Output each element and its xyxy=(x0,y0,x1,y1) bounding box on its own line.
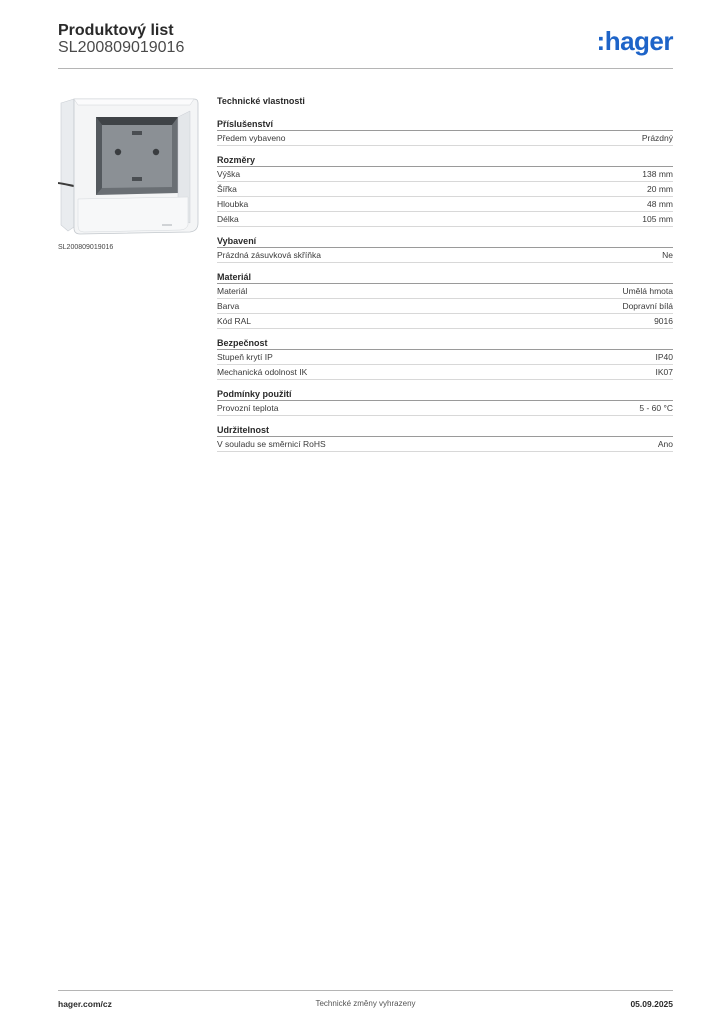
specs-title: Technické vlastnosti xyxy=(217,96,305,106)
spec-row xyxy=(217,314,673,329)
page-footer xyxy=(58,990,673,1012)
spec-label: Mechanická odolnost IK xyxy=(217,367,308,377)
spec-label: Délka xyxy=(217,214,239,224)
footer-website-link[interactable]: hager.com/cz xyxy=(58,999,112,1009)
spec-row xyxy=(217,197,673,212)
spec-value: IP40 xyxy=(655,352,673,362)
technical-specs xyxy=(217,96,673,461)
spec-value: 5 - 60 °C xyxy=(639,403,673,413)
spec-row xyxy=(217,167,673,182)
spec-row xyxy=(217,299,673,314)
group-heading: Rozměry xyxy=(217,155,673,167)
spec-label: Kód RAL xyxy=(217,316,252,326)
group-heading: Příslušenství xyxy=(217,119,673,131)
product-image xyxy=(58,95,201,238)
spec-row xyxy=(217,284,673,299)
spec-group-accessories xyxy=(217,119,673,146)
spec-label: Barva xyxy=(217,301,240,311)
spec-value: 138 mm xyxy=(642,169,673,179)
spec-group-material xyxy=(217,272,673,329)
spec-label: Hloubka xyxy=(217,199,249,209)
spec-row xyxy=(217,401,673,416)
footer-date: 05.09.2025 xyxy=(630,999,673,1009)
spec-label: Předem vybaveno xyxy=(217,133,286,143)
spec-label: Provozní teplota xyxy=(217,403,279,413)
spec-row xyxy=(217,365,673,380)
spec-group-safety xyxy=(217,338,673,380)
page-title: Produktový list xyxy=(58,22,174,39)
spec-row xyxy=(217,212,673,227)
product-code: SL200809019016 xyxy=(58,39,185,56)
spec-value: 9016 xyxy=(654,316,673,326)
spec-label: Výška xyxy=(217,169,241,179)
spec-value: Ano xyxy=(657,439,673,449)
image-caption: SL200809019016 xyxy=(58,244,114,251)
spec-row xyxy=(217,131,673,146)
spec-group-sustainability xyxy=(217,425,673,452)
spec-label: V souladu se směrnicí RoHS xyxy=(217,439,326,449)
spec-row xyxy=(217,182,673,197)
spec-label: Stupeň krytí IP xyxy=(217,352,273,362)
spec-value: 105 mm xyxy=(642,214,673,224)
spec-label: Prázdná zásuvková skříňka xyxy=(217,250,321,260)
group-heading: Podmínky použití xyxy=(217,389,673,401)
spec-value: Umělá hmota xyxy=(622,286,673,296)
spec-row xyxy=(217,350,673,365)
spec-value: Ne xyxy=(662,250,673,260)
spec-value: 48 mm xyxy=(647,199,673,209)
group-heading: Bezpečnost xyxy=(217,338,673,350)
spec-value: Prázdný xyxy=(641,133,673,143)
hager-logo: :hager xyxy=(596,26,673,56)
spec-value: 20 mm xyxy=(647,184,673,194)
spec-group-conditions xyxy=(217,389,673,416)
spec-row xyxy=(217,248,673,263)
spec-label: Šířka xyxy=(217,184,237,194)
spec-value: Dopravní bílá xyxy=(622,301,673,311)
group-heading: Vybavení xyxy=(217,236,673,248)
spec-group-equipment xyxy=(217,236,673,263)
group-heading: Udržitelnost xyxy=(217,425,673,437)
spec-label: Materiál xyxy=(217,286,248,296)
spec-row xyxy=(217,437,673,452)
spec-group-dimensions xyxy=(217,155,673,227)
group-heading: Materiál xyxy=(217,272,673,284)
footer-notice: Technické změny vyhrazeny xyxy=(315,999,416,1008)
spec-value: IK07 xyxy=(655,367,673,377)
page-header xyxy=(58,22,673,69)
